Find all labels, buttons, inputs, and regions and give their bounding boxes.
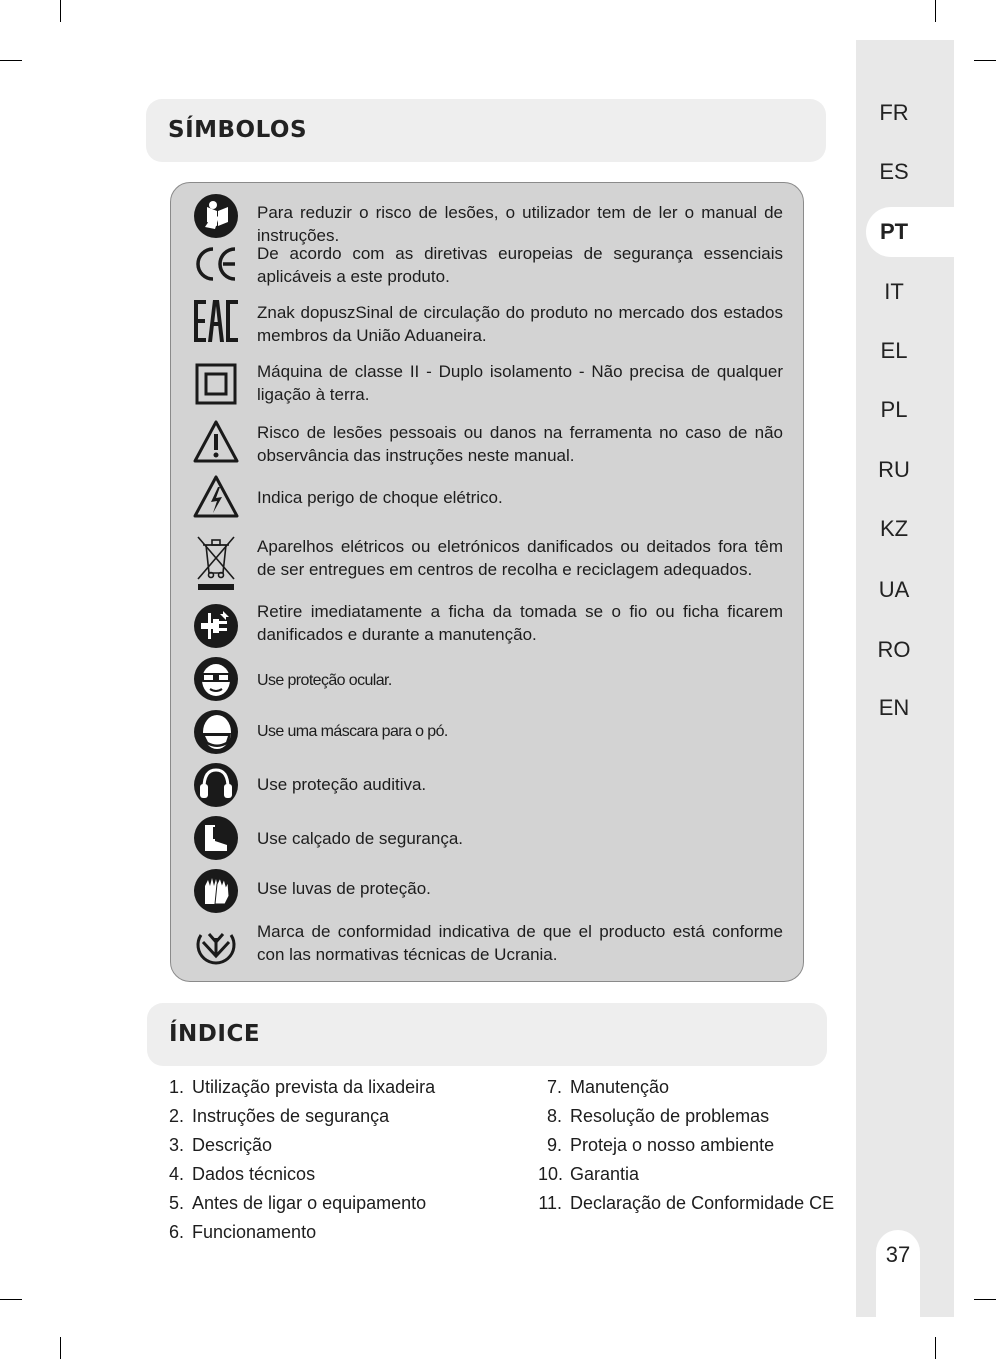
index-list-right xyxy=(538,1077,838,1227)
index-item[interactable]: 11. Declaração de Conformidade CE xyxy=(538,1193,835,1213)
crop-mark xyxy=(0,1299,22,1300)
crop-mark xyxy=(935,0,936,22)
lang-tab-ro[interactable]: RO xyxy=(877,637,911,662)
lang-tab-kz[interactable]: KZ xyxy=(879,516,909,541)
symbol-text-gloves: Use luvas de proteção. xyxy=(257,879,431,898)
crop-mark xyxy=(60,0,61,22)
lang-tab-it[interactable]: IT xyxy=(884,279,904,304)
lang-tab-el[interactable]: EL xyxy=(880,338,908,363)
index-item[interactable]: 2. Instruções de segurança xyxy=(168,1106,390,1126)
safety-shoes-icon xyxy=(193,815,239,861)
symbol-text-safety-shoes: Use calçado de segurança. xyxy=(257,829,464,848)
ce-mark-icon xyxy=(193,241,239,287)
weee-bin-icon xyxy=(193,533,239,593)
symbol-text-electric-shock: Indica perigo de choque elétrico. xyxy=(257,488,503,507)
symbol-text-class-ii: Máquina de classe II - Duplo isolamento - Não precisa de qualquer ligação à terra. xyxy=(257,362,783,404)
index-item[interactable]: 5. Antes de ligar o equipamento xyxy=(168,1193,427,1213)
eac-mark-icon xyxy=(193,298,239,344)
index-item[interactable]: 4. Dados técnicos xyxy=(168,1164,316,1184)
symbols-panel xyxy=(170,182,804,982)
lang-tab-fr[interactable]: FR xyxy=(879,100,909,125)
lang-tab-es[interactable]: ES xyxy=(879,159,909,184)
class-ii-icon xyxy=(193,361,239,407)
symbol-text-eac: Znak dopuszSinal de circulação do produto no mercado dos estados membros da União Aduaneira. xyxy=(257,303,783,345)
symbol-text-ce: De acordo com as diretivas europeias de segurança essenciais aplicáveis a este produto. xyxy=(257,244,783,286)
ukraine-conformity-icon xyxy=(193,920,239,966)
crop-mark xyxy=(974,1299,996,1300)
gloves-icon xyxy=(193,868,239,914)
language-sidebar xyxy=(856,40,954,1317)
symbol-text-weee: Aparelhos elétricos ou eletrónicos danificados ou deitados fora têm de ser entregues em centros de recolha e reciclagem adequados. xyxy=(257,537,783,579)
crop-mark xyxy=(0,60,22,61)
symbol-text-warning: Risco de lesões pessoais ou danos na ferramenta no caso de não observância das instruções neste manual. xyxy=(257,423,783,465)
index-section-title: ÍNDICE xyxy=(147,1003,827,1066)
lang-tab-ua[interactable]: UA xyxy=(878,577,910,602)
index-item[interactable]: 8. Resolução de problemas xyxy=(546,1106,770,1126)
index-item[interactable]: 3. Descrição xyxy=(168,1135,273,1155)
symbol-text-dust-mask: Use uma máscara para o pó. xyxy=(257,723,448,740)
dust-mask-icon xyxy=(193,709,239,755)
symbol-text-ukraine-conformity: Marca de conformidad indicativa de que el producto está conforme con las normativas técnicas de Ucrania. xyxy=(257,922,783,964)
crop-mark xyxy=(974,60,996,61)
crop-mark xyxy=(935,1337,936,1359)
lang-tab-pt[interactable]: PT xyxy=(866,207,956,257)
symbol-text-hearing-protection: Use proteção auditiva. xyxy=(257,775,427,794)
lang-tab-pl[interactable]: PL xyxy=(880,397,908,422)
symbol-text-read-manual: Para reduzir o risco de lesões, o utilizador tem de ler o manual de instruções. xyxy=(257,203,783,245)
index-item[interactable]: 7. Manutenção xyxy=(546,1077,670,1097)
symbols-section-title: SÍMBOLOS xyxy=(146,99,826,162)
page-number: 37 xyxy=(876,1230,920,1317)
read-manual-icon xyxy=(193,193,239,239)
index-item[interactable]: 6. Funcionamento xyxy=(168,1222,317,1242)
eye-protection-icon xyxy=(193,656,239,702)
warning-icon xyxy=(193,419,239,465)
symbol-text-eye-protection: Use proteção ocular. xyxy=(257,672,392,689)
index-item[interactable]: 1. Utilização prevista da lixadeira xyxy=(168,1077,436,1097)
crop-mark xyxy=(60,1337,61,1359)
electric-shock-icon xyxy=(193,474,239,520)
index-item[interactable]: 9. Proteja o nosso ambiente xyxy=(546,1135,775,1155)
lang-tab-ru[interactable]: RU xyxy=(878,457,910,482)
lang-tab-en[interactable]: EN xyxy=(878,695,910,720)
unplug-icon xyxy=(193,603,239,649)
index-list-left xyxy=(160,1077,520,1257)
index-item[interactable]: 10. Garantia xyxy=(538,1164,640,1184)
symbol-text-unplug: Retire imediatamente a ficha da tomada se o fio ou ficha ficarem danificados e durante a manutenção. xyxy=(257,602,783,644)
hearing-protection-icon xyxy=(193,762,239,808)
